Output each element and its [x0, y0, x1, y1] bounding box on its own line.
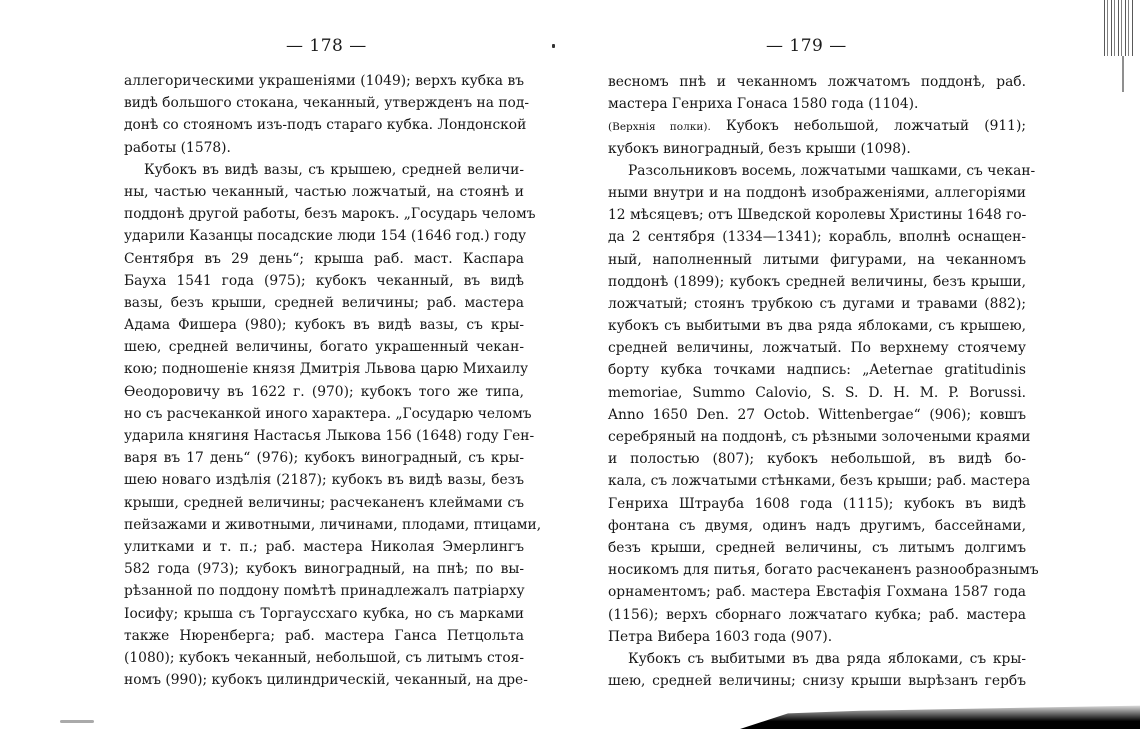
text-line: серебряный на поддонѣ, съ рѣзными золочеными краями [608, 429, 1031, 445]
text-line: донѣ со стояномъ изъ-подъ стараго кубка. Лондонской [124, 117, 527, 134]
text-line: Генриха Штраубa 1608 года (1115); кубокъ въ видѣ [608, 495, 1026, 512]
text-line: мастера Генриха Гонаса 1580 года (1104). [608, 96, 919, 113]
text-line: варя въ 17 день“ (976); кубокъ виноградный, съ кры- [124, 450, 524, 467]
text-line: да 2 сентября (1334—1341); корабль, вполнѣ оснащен- [608, 229, 1026, 246]
right-page-text [608, 71, 1039, 692]
text-line: Сентября въ 29 день“; крыша раб. маст. Каспара [124, 250, 524, 267]
text-line: борту кубка точками надпись: „Aeternae gratitudinis [608, 362, 1026, 379]
text-line: ны, частью чеканный, частью ложчатый, на стоянѣ и [124, 183, 524, 200]
text-line: рѣзанной по поддону помѣтѣ принадлежалъ патріарху [124, 583, 525, 600]
text-line: Адама Фишера (980); кубокъ въ видѣ вазы, съ кры- [124, 317, 524, 334]
text-line: пейзажами и животными, личинами, плодами, птицами, [124, 516, 542, 533]
text-line: memoriae, Summo Calovio, S. S. D. H. M. P. Borussi. [608, 384, 1026, 401]
shelf-label: (Верхнія полки). [608, 121, 711, 134]
text-line: Anno 1650 Den. 27 Octob. Wittenbergae“ (906); ковшъ [608, 406, 1026, 423]
text-line: кубокъ виноградный, безъ крыши (1098). [608, 140, 911, 157]
text-line: также Нюренберга; раб. мастера Ганса Петцольта [124, 627, 524, 644]
text-line: (1156); верхъ сборнаго ложчатаго кубка; раб. мастера [608, 606, 1026, 623]
scan-edge-line [1122, 56, 1124, 92]
scan-speck [60, 720, 94, 723]
text-line: 12 мѣсяцевъ; отъ Шведской королевы Христины 1648 го- [608, 207, 1027, 224]
right-page [560, 0, 1140, 729]
text-line: шею, средней величины; снизу крыши вырѣзанъ гербъ [608, 673, 1026, 690]
text-line: средней величины, ложчатый. По верхнему стоячему [608, 340, 1026, 357]
text-line: крыши, средней величины; расчеканенъ клеймами съ [124, 494, 524, 511]
left-page [0, 0, 560, 729]
text-line: носикомъ для питья, богато расчеканенъ разнообразнымъ [608, 562, 1039, 579]
text-line: кала, съ ложчатыми стѣнками, безъ крыши; раб. мастера [608, 473, 1031, 490]
text-line: шею новаго издѣлія (2187); кубокъ въ видѣ вазы, безъ [124, 472, 524, 489]
text-line: ложчатый; стоянъ трубкою съ дугами и травами (882); [608, 295, 1026, 312]
text-line: аллегорическими украшеніями (1049); верхъ кубка въ [124, 73, 524, 89]
text-line: весномъ пнѣ и чеканномъ ложчатомъ поддонѣ, раб. [608, 74, 1026, 90]
text-line [608, 115, 1026, 137]
text-line: безъ крыши, средней величины, съ литымъ долгимъ [608, 539, 1026, 556]
page-number-left: — 178 — [286, 36, 367, 56]
scan-edge-artifact [1104, 0, 1134, 56]
text-line: Іосифу; крыша съ Торгауссхаго кубка, но съ марками [124, 605, 524, 622]
left-page-text [124, 70, 542, 691]
text-line: работы (1578). [124, 139, 231, 156]
text-line: видѣ большого стокана, чеканный, утвержденъ на под- [124, 95, 529, 112]
text-line: Кубокъ съ выбитыми въ два ряда яблоками, съ кры- [628, 650, 1026, 667]
text-line: кою; подношеніе князя Дмитрія Львова царю Михаилу [124, 361, 529, 378]
line-text: Кубокъ небольшой, ложчатый (911); [710, 118, 1026, 135]
text-line: но съ расчеканкой иного характера. „Государю челомъ [124, 405, 532, 422]
text-line: Кубокъ въ видѣ вазы, съ крышею, средней величи- [144, 161, 524, 178]
text-line: ными внутри и на поддонѣ изображеніями, аллегоріями [608, 184, 1026, 201]
text-line: и полостью (807); кубокъ небольшой, въ видѣ бо- [608, 451, 1026, 468]
text-line: шею, средней величины, богато украшенный чекан- [124, 339, 524, 356]
text-line: поддонѣ (1899); кубокъ средней величины, безъ крыши, [608, 273, 1026, 290]
gutter-mark [552, 44, 555, 48]
text-line: улитками и т. п.; раб. мастера Николая Эмерлингъ [124, 538, 524, 555]
text-line: Петра Вибера 1603 года (907). [608, 628, 833, 645]
text-line: ударили Казанцы посадские люди 154 (1646 год.) году [124, 228, 527, 245]
text-line: Разсольниковъ восемь, ложчатыми чашками, съ чекан- [628, 162, 1036, 179]
text-line: 582 года (973); кубокъ виноградный, на пнѣ; по вы- [124, 561, 524, 578]
text-line: (1080); кубокъ чеканный, небольшой, съ литымъ стоя- [124, 649, 524, 666]
text-line: фонтана съ двумя, одинъ надъ другимъ, бассейнами, [608, 517, 1026, 534]
text-line: номъ (990); кубокъ цилиндрическій, чеканный, на дре- [124, 672, 528, 689]
text-line: кубокъ съ выбитыми въ два ряда яблоками, съ крышею, [608, 318, 1026, 335]
text-line: Бауха 1541 года (975); кубокъ чеканный, въ видѣ [124, 272, 524, 289]
text-line: ударила княгиня Настасья Лыкова 156 (1648) году Ген- [124, 428, 535, 444]
text-line: поддонѣ другой работы, безъ марокъ. „Государь челомъ [124, 206, 536, 223]
page-number-right: — 179 — [766, 36, 847, 56]
text-line: вазы, безъ крыши, средней величины; раб. мастера [124, 294, 524, 311]
text-line: орнаментомъ; раб. мастера Евстафія Гохмана 1587 года [608, 584, 1026, 601]
text-line: ный, наполненный литыми фигурами, на чеканномъ [608, 251, 1026, 268]
text-line: Ѳеодоровичу въ 1622 г. (970); кубокъ того же типа, [124, 383, 524, 400]
